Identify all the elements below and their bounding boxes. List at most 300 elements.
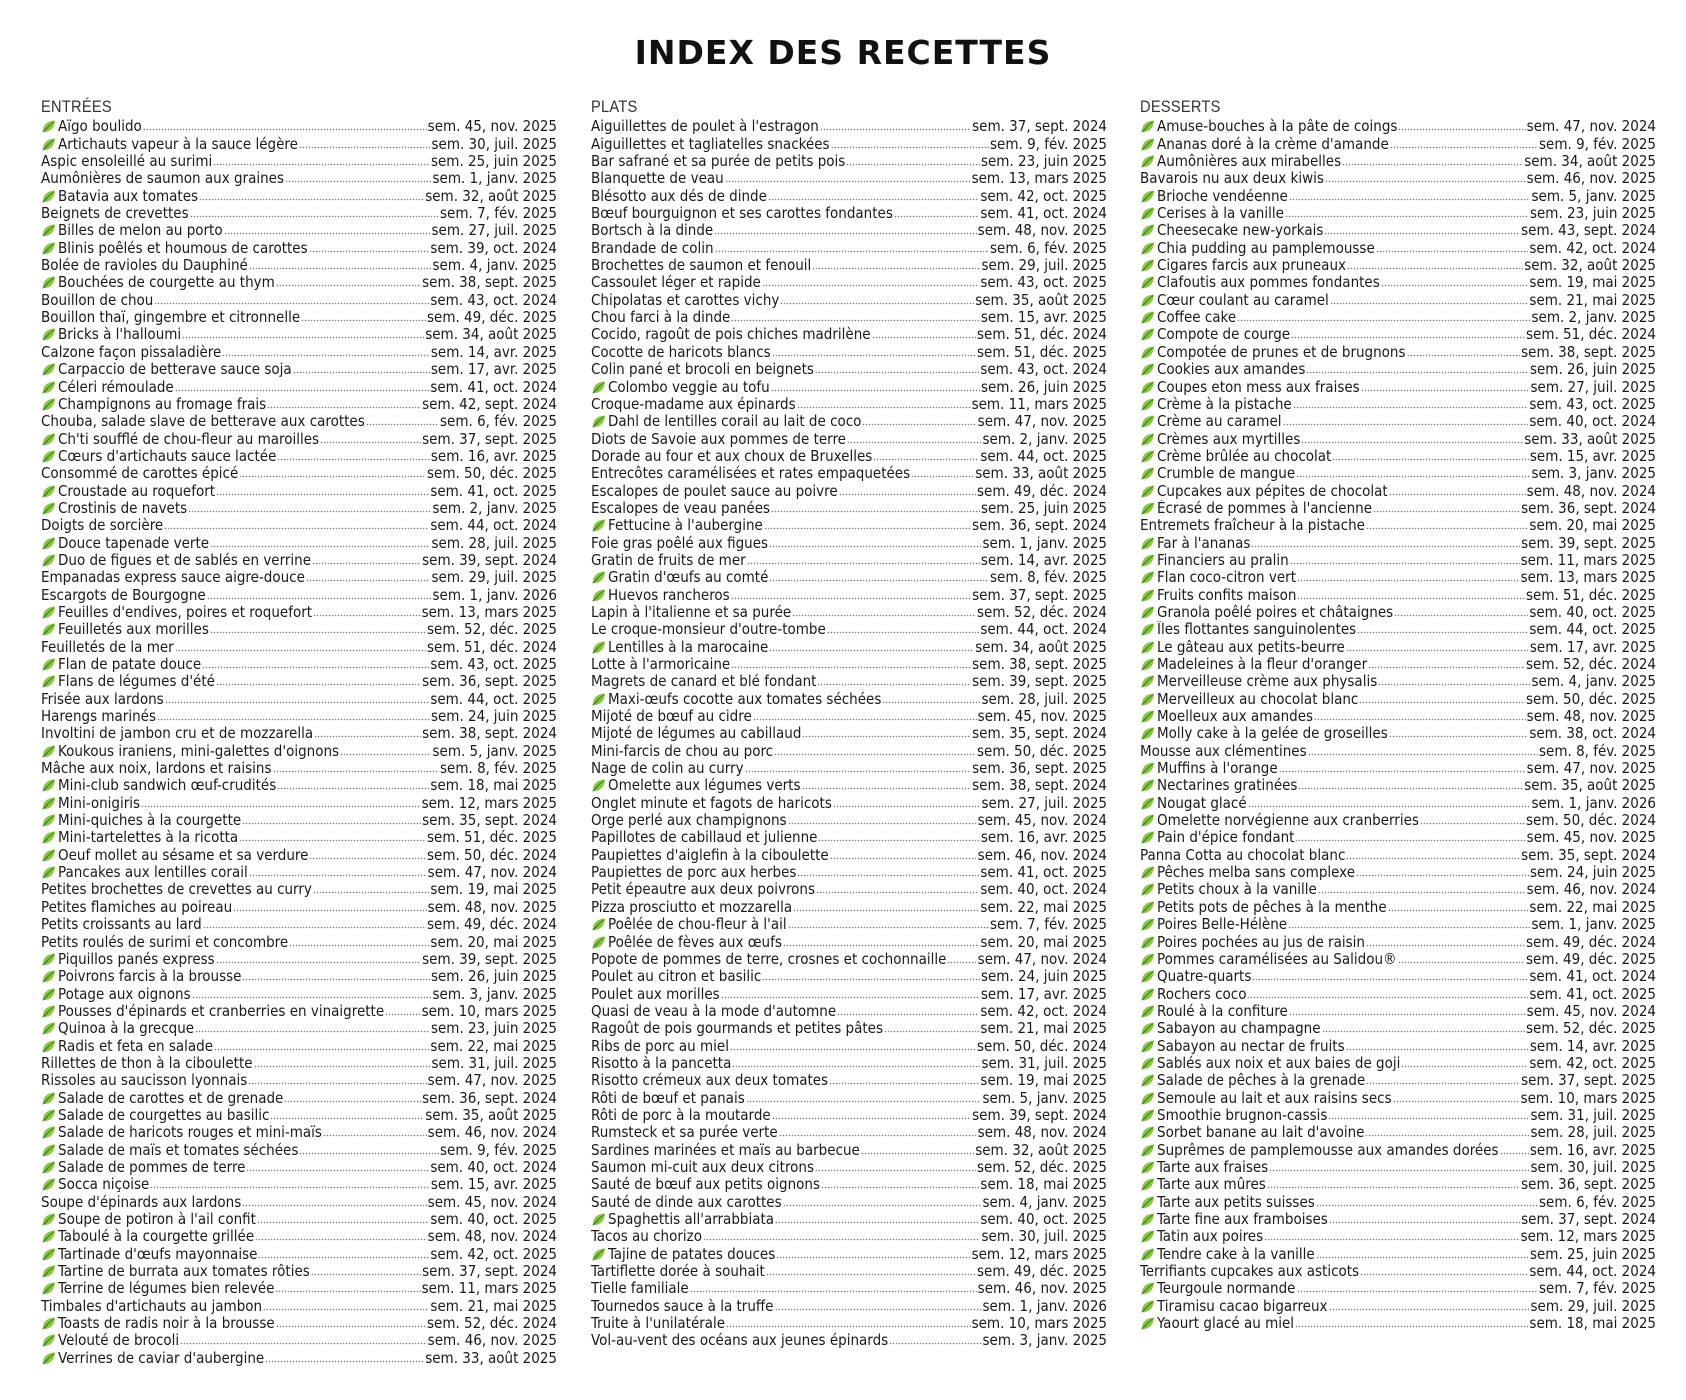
- recipe-entry: [41, 1228, 557, 1245]
- recipe-name: Lotte à l'armoricaine: [591, 655, 731, 673]
- recipe-name: Cerises à la vanille: [1157, 204, 1284, 223]
- recipe-entry: [591, 517, 1107, 534]
- leaf-icon: [1140, 1247, 1155, 1262]
- recipe-entry: [41, 187, 557, 204]
- leaf-icon: [1140, 137, 1155, 152]
- leaf-icon: [41, 327, 56, 342]
- dot-leader: [730, 1048, 976, 1051]
- recipe-entry: [591, 1228, 1107, 1245]
- recipe-week: sem. 11, mars 2025: [971, 395, 1107, 413]
- recipe-week: sem. 3, janv. 2025: [432, 985, 557, 1003]
- recipe-week: sem. 4, janv. 2025: [1531, 673, 1656, 691]
- recipe-week: sem. 2, janv. 2025: [982, 430, 1107, 448]
- dot-leader: [1308, 753, 1538, 756]
- leaf-icon: [591, 380, 606, 395]
- recipe-name: Popote de pommes de terre, crosnes et cochonnaille: [591, 950, 947, 968]
- dot-leader: [242, 822, 421, 825]
- recipe-entry: [1140, 1124, 1656, 1141]
- leaf-icon: [41, 622, 56, 637]
- recipe-entry: [591, 1107, 1107, 1124]
- recipe-name: Bouillon thaï, gingembre et citronnelle: [41, 308, 301, 327]
- dot-leader: [815, 1169, 976, 1172]
- recipe-name: Omelette norvégienne aux cranberries: [1157, 811, 1419, 830]
- recipe-name: Compote de courge: [1157, 326, 1291, 344]
- dot-leader: [301, 319, 426, 322]
- dot-leader: [1316, 1204, 1538, 1207]
- recipe-week: sem. 28, juil. 2025: [981, 690, 1107, 708]
- leaf-icon: [591, 570, 606, 585]
- dot-leader: [210, 631, 426, 634]
- recipe-name: Nage de colin au curry: [591, 759, 744, 778]
- recipe-name: Maxi-œufs cocotte aux tomates séchées: [608, 690, 882, 708]
- dot-leader: [150, 1186, 430, 1189]
- recipe-name: Crème au caramel: [1157, 412, 1282, 431]
- recipe-week: sem. 31, juil. 2025: [1530, 1106, 1656, 1124]
- recipe-name: Salade de pommes de terre: [58, 1158, 246, 1176]
- dot-leader: [190, 215, 439, 218]
- dot-leader: [797, 406, 971, 409]
- leaf-icon: [41, 796, 56, 811]
- recipe-name: Suprêmes de pamplemousse aux amandes dorées: [1157, 1141, 1499, 1159]
- leaf-icon: [591, 917, 606, 932]
- recipe-week: sem. 11, mars 2025: [421, 1280, 557, 1298]
- dot-leader: [846, 163, 980, 166]
- recipe-entry: [1140, 465, 1656, 482]
- recipe-week: sem. 1, janv. 2025: [982, 534, 1107, 552]
- dot-leader: [1389, 735, 1529, 738]
- dot-leader: [1324, 232, 1520, 235]
- recipe-week: sem. 41, oct. 2024: [1529, 967, 1656, 986]
- recipe-entry: [41, 378, 557, 395]
- recipe-name: Mijoté de bœuf au cidre: [591, 707, 752, 726]
- recipe-week: sem. 30, juil. 2025: [1530, 1158, 1656, 1176]
- recipe-entry: [41, 430, 557, 447]
- column-heading: ENTRÉES: [41, 97, 112, 116]
- recipe-week: sem. 31, juil. 2025: [431, 1054, 557, 1072]
- recipe-entry: [591, 274, 1107, 291]
- dot-leader: [216, 493, 429, 496]
- dot-leader: [873, 458, 979, 461]
- recipe-name: Salade de courgettes au basilic: [58, 1106, 270, 1124]
- leaf-icon: [591, 518, 606, 533]
- recipe-week: sem. 15, avr. 2025: [1529, 447, 1656, 465]
- recipe-entry: [1140, 118, 1656, 135]
- recipe-week: sem. 48, nov. 2024: [427, 1228, 557, 1246]
- recipe-week: sem. 21, mai 2025: [430, 1297, 557, 1315]
- recipe-week: sem. 36, sept. 2025: [972, 759, 1107, 778]
- recipe-week: sem. 4, janv. 2025: [982, 1193, 1107, 1211]
- recipe-week: sem. 41, oct. 2024: [430, 378, 557, 396]
- recipe-entry: [1140, 760, 1656, 777]
- recipe-entry: [591, 1297, 1107, 1314]
- recipe-entry: [591, 829, 1107, 846]
- recipe-entry: [41, 118, 557, 135]
- leaf-icon: [41, 1004, 56, 1019]
- recipe-week: sem. 29, juil. 2025: [1530, 1297, 1656, 1315]
- recipe-name: Poêlée de chou-fleur à l'ail: [608, 915, 787, 934]
- dot-leader: [285, 180, 431, 183]
- recipe-name: Petits pots de pêches à la menthe: [1157, 898, 1387, 916]
- dot-leader: [1393, 1100, 1520, 1103]
- dot-leader: [769, 545, 981, 548]
- leaf-icon: [1140, 1004, 1155, 1019]
- recipe-entry: [1140, 829, 1656, 846]
- dot-leader: [1357, 631, 1528, 634]
- recipe-entry: [41, 153, 557, 170]
- leaf-icon: [41, 1160, 56, 1175]
- recipe-entry: [1140, 239, 1656, 256]
- dot-leader: [821, 1186, 979, 1189]
- recipe-name: Empanadas express sauce aigre-douce: [41, 568, 305, 587]
- recipe-entry: [1140, 291, 1656, 308]
- recipe-name: Salade de maïs et tomates séchées: [58, 1141, 299, 1159]
- recipe-name: Paupiettes de porc aux herbes: [591, 863, 797, 882]
- recipe-entry: [41, 916, 557, 933]
- recipe-entry: [1140, 1280, 1656, 1297]
- dot-leader: [202, 666, 429, 669]
- recipe-name: Bouchées de courgette au thym: [58, 274, 275, 292]
- dot-leader: [1267, 1186, 1520, 1189]
- recipe-name: Granola poêlé poires et châtaignes: [1157, 603, 1394, 621]
- recipe-week: sem. 45, nov. 2024: [977, 811, 1107, 830]
- recipe-entry: [1140, 898, 1656, 915]
- recipe-week: sem. 37, sept. 2024: [1521, 1210, 1656, 1228]
- recipe-name: Molly cake à la gelée de groseilles: [1157, 725, 1388, 743]
- dot-leader: [257, 1221, 429, 1224]
- recipe-entry: [591, 170, 1107, 187]
- recipe-entry: [591, 1072, 1107, 1089]
- dot-leader: [289, 944, 429, 947]
- recipe-name: Gratin d'œufs au comté: [608, 568, 769, 587]
- recipe-week: sem. 8, fév. 2025: [440, 759, 557, 778]
- recipe-name: Lapin à l'italienne et sa purée: [591, 603, 792, 621]
- dot-leader: [1346, 1048, 1529, 1051]
- recipe-name: Batavia aux tomates: [58, 187, 199, 205]
- recipe-entry: [591, 343, 1107, 360]
- dot-leader: [273, 770, 440, 773]
- recipe-name: Pain d'épice fondant: [1157, 829, 1295, 847]
- recipe-entry: [591, 881, 1107, 898]
- recipe-week: sem. 33, août 2025: [425, 1349, 557, 1367]
- dot-leader: [830, 857, 977, 860]
- recipe-entry: [1140, 1263, 1656, 1280]
- leaf-icon: [1140, 622, 1155, 637]
- recipe-name: Poulet aux morilles: [591, 985, 720, 1003]
- recipe-week: sem. 44, oct. 2024: [980, 620, 1107, 639]
- dot-leader: [1346, 857, 1520, 860]
- recipe-name: Tajine de patates douces: [608, 1245, 776, 1263]
- recipe-week: sem. 49, déc. 2025: [977, 1262, 1107, 1281]
- recipe-week: sem. 33, août 2025: [1524, 430, 1656, 448]
- recipe-week: sem. 51, déc. 2024: [977, 326, 1107, 344]
- leaf-icon: [41, 744, 56, 759]
- dot-leader: [762, 978, 980, 981]
- recipe-week: sem. 32, août 2025: [425, 187, 557, 205]
- dot-leader: [195, 1030, 430, 1033]
- recipe-week: sem. 38, sept. 2025: [972, 655, 1107, 673]
- dot-leader: [1359, 701, 1525, 704]
- recipe-name: Tielle familiale: [591, 1280, 689, 1298]
- dot-leader: [1285, 215, 1529, 218]
- dot-leader: [154, 302, 429, 305]
- leaf-icon: [1140, 1195, 1155, 1210]
- leaf-icon: [41, 1091, 56, 1106]
- recipe-entry: [41, 898, 557, 915]
- leaf-icon: [591, 414, 606, 429]
- leaf-icon: [1140, 640, 1155, 655]
- leaf-icon: [1140, 692, 1155, 707]
- recipe-entry: [1140, 916, 1656, 933]
- recipe-entry: [591, 604, 1107, 621]
- recipe-week: sem. 5, janv. 2025: [982, 1089, 1107, 1107]
- leaf-icon: [591, 640, 606, 655]
- recipe-name: Roulé à la confiture: [1157, 1002, 1288, 1020]
- recipe-entry: [591, 656, 1107, 673]
- recipe-name: Flans de légumes d'été: [58, 673, 215, 691]
- recipe-week: sem. 2, janv. 2025: [1531, 308, 1656, 327]
- dot-leader: [165, 701, 430, 704]
- recipe-name: Moelleux aux amandes: [1157, 707, 1314, 726]
- recipe-name: Crème à la pistache: [1157, 395, 1292, 413]
- recipe-week: sem. 43, oct. 2024: [980, 360, 1107, 379]
- recipe-name: Financiers au pralin: [1157, 551, 1289, 569]
- dot-leader: [732, 1065, 980, 1068]
- recipe-entry: [591, 118, 1107, 135]
- dot-leader: [1378, 683, 1530, 686]
- recipe-entry: [591, 621, 1107, 638]
- recipe-week: sem. 52, déc. 2024: [977, 603, 1107, 621]
- recipe-week: sem. 48, nov. 2025: [427, 898, 557, 916]
- leaf-icon: [41, 484, 56, 499]
- recipe-entry: [591, 309, 1107, 326]
- recipe-week: sem. 10, mars 2025: [421, 1002, 557, 1020]
- leaf-icon: [591, 935, 606, 950]
- recipe-week: sem. 37, sept. 2024: [422, 1262, 557, 1281]
- recipe-week: sem. 23, juin 2025: [980, 152, 1107, 171]
- dot-leader: [277, 458, 429, 461]
- recipe-week: sem. 37, sept. 2025: [422, 430, 557, 448]
- leaf-icon: [41, 830, 56, 845]
- dot-leader: [884, 1030, 979, 1033]
- recipe-name: Le gâteau aux petits-beurre: [1157, 638, 1345, 656]
- recipe-week: sem. 45, nov. 2025: [427, 118, 557, 136]
- recipe-name: Ribs de porc au miel: [591, 1037, 729, 1055]
- recipe-week: sem. 31, juil. 2025: [981, 1054, 1107, 1072]
- recipe-name: Pousses d'épinards et cranberries en vinaigrette: [58, 1002, 385, 1020]
- dot-leader: [1297, 597, 1525, 600]
- recipe-name: Orge perlé aux champignons: [591, 811, 787, 830]
- recipe-week: sem. 1, janv. 2026: [982, 1297, 1107, 1315]
- recipe-week: sem. 34, août 2025: [1524, 152, 1656, 171]
- recipe-name: Harengs marinés: [41, 707, 156, 726]
- recipe-week: sem. 42, oct. 2025: [980, 187, 1107, 205]
- dot-leader: [775, 1221, 979, 1224]
- dot-leader: [270, 1117, 424, 1120]
- recipe-week: sem. 50, déc. 2025: [1526, 690, 1656, 708]
- recipe-entry: [41, 413, 557, 430]
- recipe-entry: [1140, 1159, 1656, 1176]
- leaf-icon: [41, 553, 56, 568]
- recipe-entry: [591, 1020, 1107, 1037]
- recipe-name: Douce tapenade verte: [58, 534, 210, 552]
- recipe-entry: [591, 1193, 1107, 1210]
- recipe-week: sem. 38, oct. 2024: [1529, 725, 1656, 743]
- recipe-name: Toasts de radis noir à la brousse: [58, 1314, 275, 1333]
- dot-leader: [1298, 787, 1523, 790]
- recipe-entry: [1140, 742, 1656, 759]
- recipe-entry: [591, 1141, 1107, 1158]
- recipe-name: Feuilletés de la mer: [41, 638, 174, 656]
- leaf-icon: [41, 189, 56, 204]
- recipe-week: sem. 52, déc. 2025: [427, 620, 557, 639]
- recipe-entry: [1140, 1107, 1656, 1124]
- recipe-entry: [591, 898, 1107, 915]
- recipe-entry: [591, 1037, 1107, 1054]
- recipe-week: sem. 41, oct. 2025: [430, 482, 557, 500]
- recipe-week: sem. 7, fév. 2025: [440, 204, 557, 223]
- recipe-name: Piquillos panés express: [58, 950, 215, 968]
- leaf-icon: [1140, 154, 1155, 169]
- recipe-entry: [591, 777, 1107, 794]
- recipe-week: sem. 47, nov. 2024: [1526, 118, 1656, 136]
- dot-leader: [1366, 1082, 1520, 1085]
- dot-leader: [783, 1204, 982, 1207]
- recipe-week: sem. 48, nov. 2025: [1526, 707, 1656, 726]
- recipe-week: sem. 46, nov. 2024: [977, 846, 1107, 864]
- recipe-name: Salade de carottes et de grenade: [58, 1089, 284, 1107]
- recipe-name: Consommé de carottes épicé: [41, 464, 239, 483]
- recipe-name: Terrine de légumes bien relevée: [58, 1280, 275, 1298]
- recipe-week: sem. 44, oct. 2025: [980, 447, 1107, 465]
- leaf-icon: [1140, 310, 1155, 325]
- recipe-name: Quasi de veau à la mode d'automne: [591, 1002, 837, 1020]
- dot-leader: [214, 1048, 429, 1051]
- recipe-name: Risotto à la pancetta: [591, 1054, 732, 1072]
- recipe-entry: [1140, 1193, 1656, 1210]
- recipe-week: sem. 21, mai 2025: [1529, 291, 1656, 309]
- recipe-week: sem. 14, avr. 2025: [980, 551, 1107, 569]
- recipe-entry: [1140, 187, 1656, 204]
- recipe-week: sem. 45, nov. 2025: [1526, 829, 1656, 847]
- recipe-week: sem. 43, oct. 2024: [430, 291, 557, 309]
- recipe-entry: [591, 239, 1107, 256]
- leaf-icon: [41, 137, 56, 152]
- recipe-name: Aumônières aux mirabelles: [1157, 152, 1342, 171]
- dot-leader: [766, 1273, 976, 1276]
- leaf-icon: [1140, 449, 1155, 464]
- recipe-name: Bavarois nu aux deux kiwis: [1140, 170, 1324, 188]
- dot-leader: [797, 874, 979, 877]
- recipe-entry: [41, 673, 557, 690]
- recipe-week: sem. 38, sept. 2025: [422, 274, 557, 292]
- dot-leader: [1329, 1308, 1530, 1311]
- recipe-name: Koukous iraniens, mini-galettes d'oignons: [58, 742, 340, 760]
- dot-leader: [314, 735, 421, 738]
- leaf-icon: [1140, 189, 1155, 204]
- dot-leader: [1288, 926, 1530, 929]
- recipe-entry: [1140, 1003, 1656, 1020]
- leaf-icon: [41, 397, 56, 412]
- recipe-name: Mijoté de légumes au cabillaud: [591, 725, 802, 743]
- recipe-week: sem. 45, nov. 2024: [427, 1193, 557, 1211]
- recipe-week: sem. 40, oct. 2024: [980, 881, 1107, 899]
- recipe-entry: [41, 534, 557, 551]
- recipe-name: Escalopes de veau panées: [591, 499, 771, 517]
- leaf-icon: [1140, 258, 1155, 273]
- recipe-name: Velouté de brocoli: [58, 1332, 180, 1350]
- dot-leader: [1279, 770, 1526, 773]
- recipe-week: sem. 22, mai 2025: [980, 898, 1107, 916]
- recipe-entry: [591, 465, 1107, 482]
- dot-leader: [762, 284, 979, 287]
- dot-leader: [731, 666, 971, 669]
- recipe-entry: [1140, 326, 1656, 343]
- recipe-week: sem. 45, nov. 2024: [1526, 1002, 1656, 1020]
- dot-leader: [1251, 545, 1520, 548]
- dot-leader: [745, 770, 972, 773]
- recipe-entry: [1140, 690, 1656, 707]
- dot-leader: [199, 198, 424, 201]
- recipe-week: sem. 52, déc. 2024: [1526, 655, 1656, 673]
- recipe-name: Potage aux oignons: [58, 985, 191, 1003]
- dot-leader: [1373, 510, 1520, 513]
- recipe-week: sem. 16, avr. 2025: [980, 829, 1107, 847]
- recipe-week: sem. 24, juin 2025: [430, 707, 557, 726]
- recipe-entry: [41, 881, 557, 898]
- recipe-name: Taboulé à la courgette grillée: [58, 1228, 255, 1246]
- dot-leader: [793, 909, 979, 912]
- recipe-entry: [591, 1315, 1107, 1332]
- leaf-icon: [1140, 761, 1155, 776]
- dot-leader: [775, 1308, 982, 1311]
- leaf-icon: [591, 1247, 606, 1262]
- recipe-name: Cigares farcis aux pruneaux: [1157, 256, 1346, 275]
- recipe-name: Artichauts vapeur à la sauce légère: [58, 135, 298, 153]
- dot-leader: [242, 1204, 426, 1207]
- recipe-entry: [1140, 1020, 1656, 1037]
- recipe-entry: [1140, 430, 1656, 447]
- dot-leader: [812, 267, 980, 270]
- recipe-week: sem. 46, nov. 2025: [977, 1280, 1107, 1298]
- recipe-name: Mini-farcis de chou au porc: [591, 742, 774, 760]
- recipe-name: Sabayon au champagne: [1157, 1019, 1321, 1038]
- recipe-entry: [1140, 1245, 1656, 1262]
- dot-leader: [242, 978, 430, 981]
- recipe-entry: [41, 274, 557, 291]
- leaf-icon: [1140, 1125, 1155, 1140]
- recipe-week: sem. 19, mai 2025: [430, 881, 557, 899]
- leaf-icon: [1140, 674, 1155, 689]
- leaf-icon: [41, 865, 56, 880]
- recipe-week: sem. 6, fév. 2025: [1539, 1193, 1656, 1211]
- dot-leader: [831, 146, 989, 149]
- recipe-name: Beignets de crevettes: [41, 204, 189, 223]
- recipe-entry: [1140, 846, 1656, 863]
- recipe-week: sem. 47, nov. 2024: [977, 950, 1107, 968]
- recipe-entry: [41, 396, 557, 413]
- leaf-icon: [1140, 1177, 1155, 1192]
- recipe-entry: [1140, 500, 1656, 517]
- recipe-week: sem. 12, mars 2025: [421, 794, 557, 812]
- recipe-week: sem. 29, juil. 2025: [431, 568, 557, 587]
- recipe-week: sem. 50, déc. 2024: [977, 1037, 1107, 1055]
- recipe-week: sem. 40, oct. 2025: [980, 1210, 1107, 1228]
- recipe-week: sem. 35, sept. 2024: [1521, 846, 1656, 864]
- leaf-icon: [1140, 466, 1155, 481]
- recipe-name: Ch'ti soufflé de chou-fleur au maroilles: [58, 430, 320, 448]
- recipe-week: sem. 3, janv. 2025: [982, 1332, 1107, 1350]
- dot-leader: [1248, 805, 1531, 808]
